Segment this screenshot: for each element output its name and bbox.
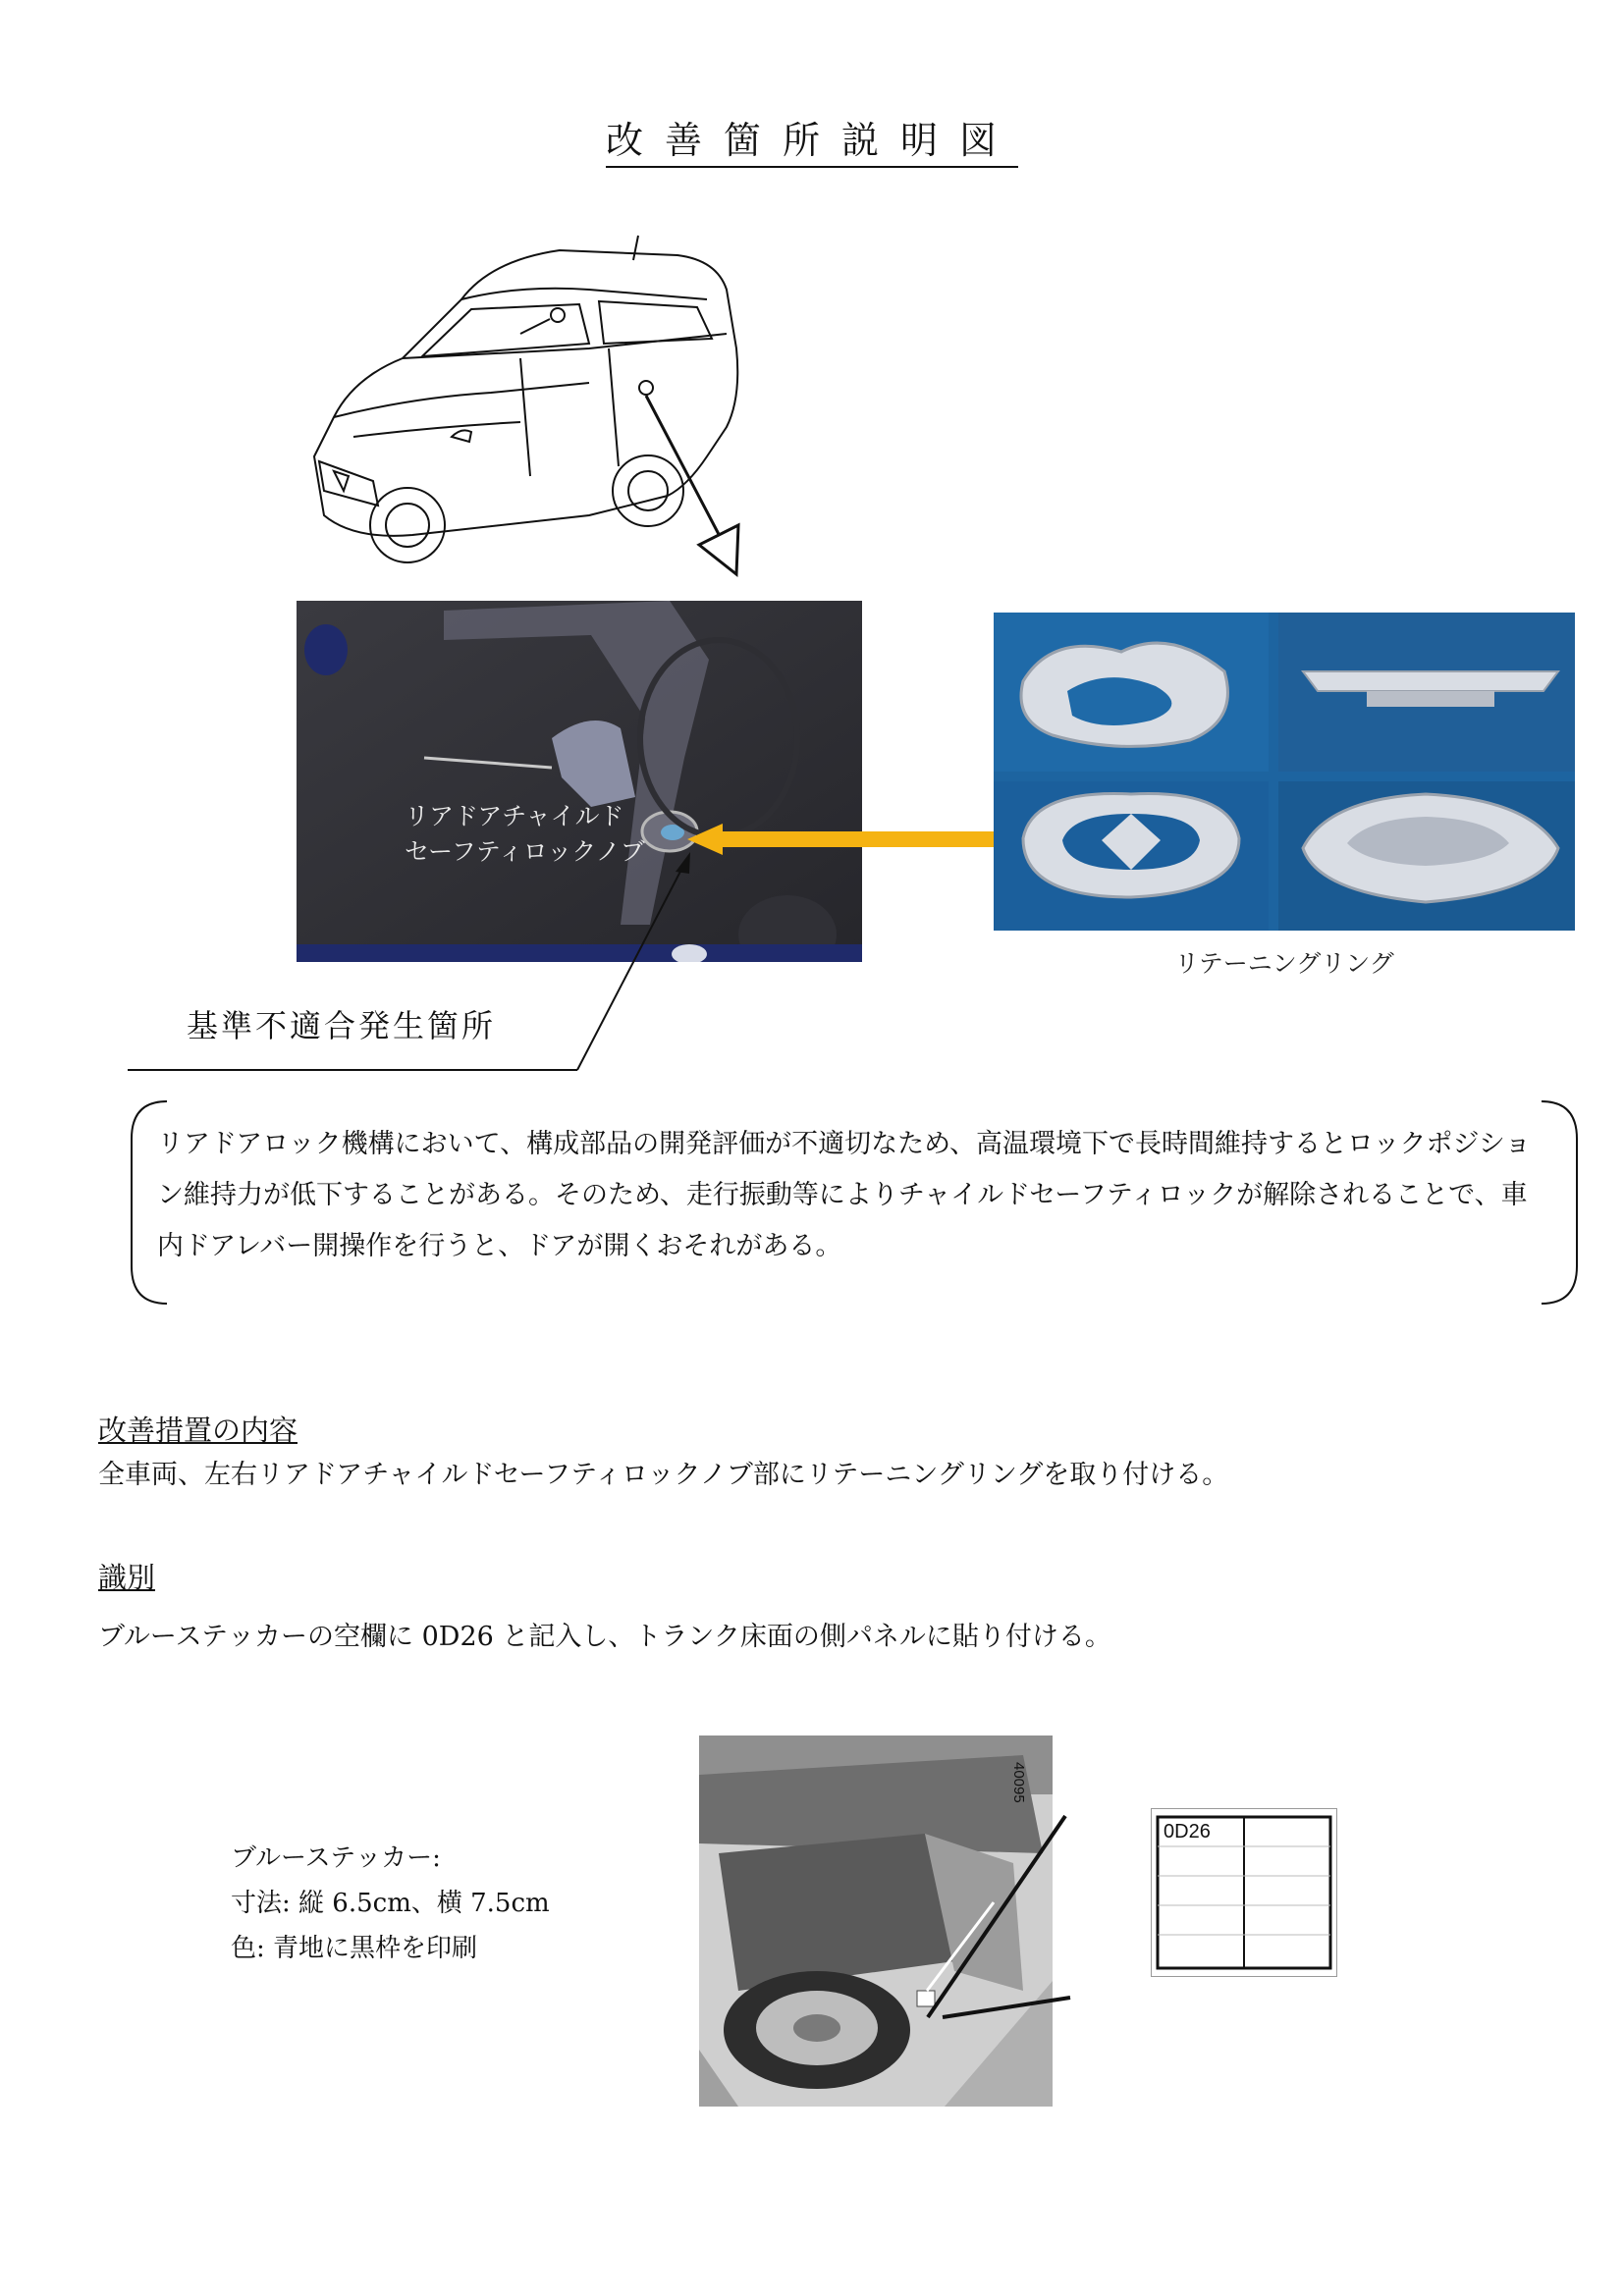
figure-number: 40095: [1010, 1762, 1027, 1803]
retaining-ring-image: [994, 613, 1575, 931]
identification-text: ブルーステッカーの空欄に 0D26 と記入し、トランク床面の側パネルに貼り付ける。: [98, 1622, 1111, 1652]
defect-location-label: 基準不適合発生箇所: [187, 1007, 497, 1044]
page-title: 改善箇所説明図: [0, 110, 1624, 164]
description-box: [128, 1099, 1581, 1306]
car-drawing: [295, 231, 746, 584]
description-text: リアドアロック機構において、構成部品の開発評価が不適切なため、高温環境下で長時間維持するとロックポジション維持力が低下することがある。そのため、走行振動等によりチャイルドセーフティロックが解除されることで、車内ドアレバー開操作を行うと、ドアが開くおそれがある。: [157, 1129, 1532, 1261]
sticker-leader-lines: [923, 1796, 1159, 2022]
ring-caption: リテーニングリング: [1174, 949, 1394, 978]
sticker-description: [231, 1836, 550, 1971]
sticker-line2: 寸法: 縦 6.5cm、横 7.5cm: [231, 1889, 550, 1918]
leader-line: [118, 825, 707, 1080]
sticker-code: 0D26: [1164, 1821, 1211, 1842]
remedy-heading: 改善措置の内容: [98, 1414, 298, 1447]
sticker-line3: 色: 青地に黒枠を印刷: [231, 1934, 478, 1963]
yellow-arrow: [687, 820, 1001, 859]
identification-heading: 識別: [98, 1561, 156, 1594]
knob-label-line1: リアドアチャイルド: [405, 802, 624, 830]
remedy-text: 全車両、左右リアドアチャイルドセーフティロックノブ部にリテーニングリングを取り付ける。: [98, 1460, 1229, 1490]
sticker-diagram: [1151, 1808, 1337, 1977]
knob-label-line2: セーフティロックノブ: [405, 837, 645, 866]
sticker-line1: ブルーステッカー:: [231, 1843, 441, 1873]
